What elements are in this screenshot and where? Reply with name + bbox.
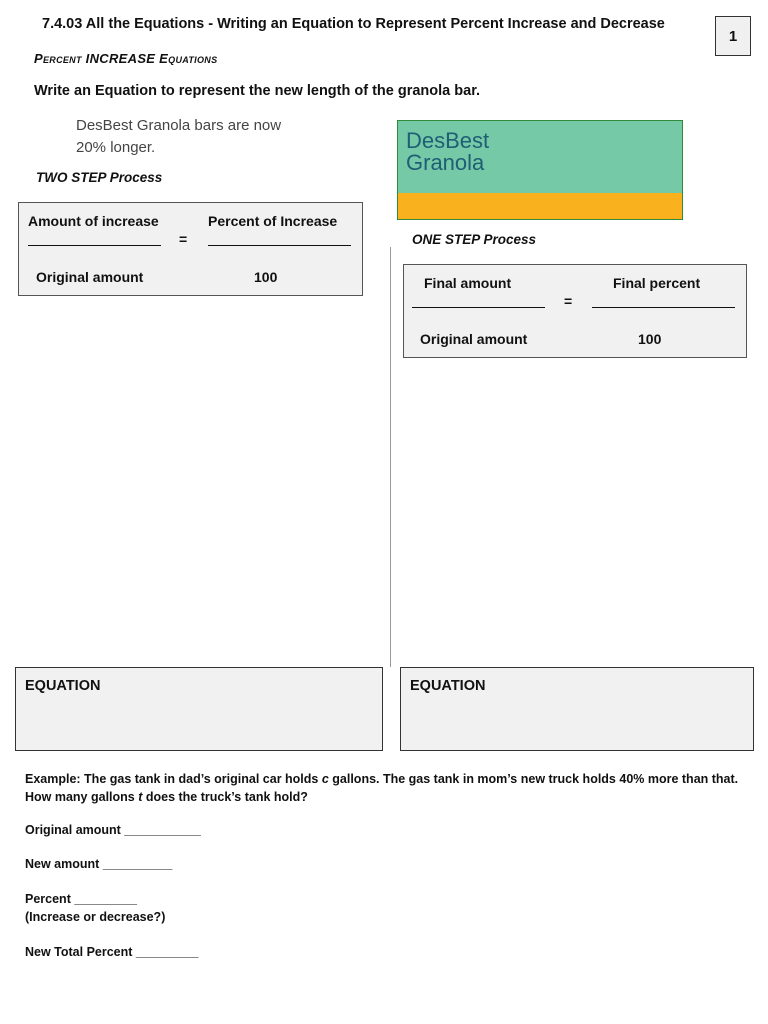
page-title: 7.4.03 All the Equations - Writing an Equation to Represent Percent Increase and Decrease bbox=[42, 16, 665, 32]
two-step-formula-box bbox=[18, 202, 363, 296]
one-step-fraction-bar-right bbox=[592, 307, 735, 308]
new-total-percent-question: New Total Percent _________ bbox=[25, 945, 199, 959]
two-step-bottom-right: 100 bbox=[254, 269, 278, 285]
two-step-equals: = bbox=[179, 231, 188, 247]
one-step-label: ONE STEP Process bbox=[412, 232, 537, 247]
equation-box-left[interactable] bbox=[15, 667, 383, 751]
two-step-fraction-bar-left bbox=[28, 245, 161, 246]
equation-label-left: EQUATION bbox=[25, 678, 101, 694]
one-step-equals: = bbox=[564, 293, 573, 309]
example-problem bbox=[25, 770, 755, 806]
logo-yellow-band bbox=[398, 193, 682, 220]
equation-box-right[interactable] bbox=[400, 667, 754, 751]
one-step-top-right: Final percent bbox=[613, 275, 701, 291]
example-text-2: gallons. The gas tank in mom’s new truck holds 40% more than that. How many gallons bbox=[25, 772, 739, 804]
example-variable-t: t bbox=[138, 790, 143, 804]
section-heading: Percent INCREASE Equations bbox=[34, 51, 218, 66]
one-step-bottom-right: 100 bbox=[638, 331, 662, 347]
granola-quote-line-2: 20% longer. bbox=[76, 139, 156, 156]
example-text-1: Example: The gas tank in dad’s original car holds bbox=[25, 772, 322, 786]
percent-note: (Increase or decrease?) bbox=[25, 910, 166, 924]
percent-question: Percent _________ bbox=[25, 892, 137, 906]
two-step-top-left: Amount of increase bbox=[28, 213, 159, 229]
granola-quote-line-1: DesBest Granola bars are now bbox=[76, 117, 282, 134]
example-text-3: does the truck’s tank hold? bbox=[142, 790, 308, 804]
two-step-bottom-left: Original amount bbox=[36, 269, 144, 285]
one-step-fraction-bar-left bbox=[412, 307, 545, 308]
page-number-badge: 1 bbox=[715, 16, 751, 56]
example-variable-c: c bbox=[321, 772, 329, 786]
one-step-bottom-left: Original amount bbox=[420, 331, 528, 347]
one-step-top-left: Final amount bbox=[424, 275, 512, 291]
one-step-formula-box bbox=[403, 264, 747, 358]
two-step-label: TWO STEP Process bbox=[36, 170, 163, 185]
equation-label-right: EQUATION bbox=[410, 678, 486, 694]
two-step-top-right: Percent of Increase bbox=[208, 213, 338, 229]
original-amount-question: Original amount ___________ bbox=[25, 823, 201, 837]
column-divider bbox=[390, 247, 391, 667]
desbest-granola-logo bbox=[397, 120, 683, 220]
logo-text-line-2: Granola bbox=[406, 150, 485, 175]
instruction-text: Write an Equation to represent the new length of the granola bar. bbox=[34, 83, 481, 99]
new-amount-question: New amount __________ bbox=[25, 857, 173, 871]
two-step-fraction-bar-right bbox=[208, 245, 351, 246]
logo-text-line-1: DesBest bbox=[406, 128, 490, 153]
